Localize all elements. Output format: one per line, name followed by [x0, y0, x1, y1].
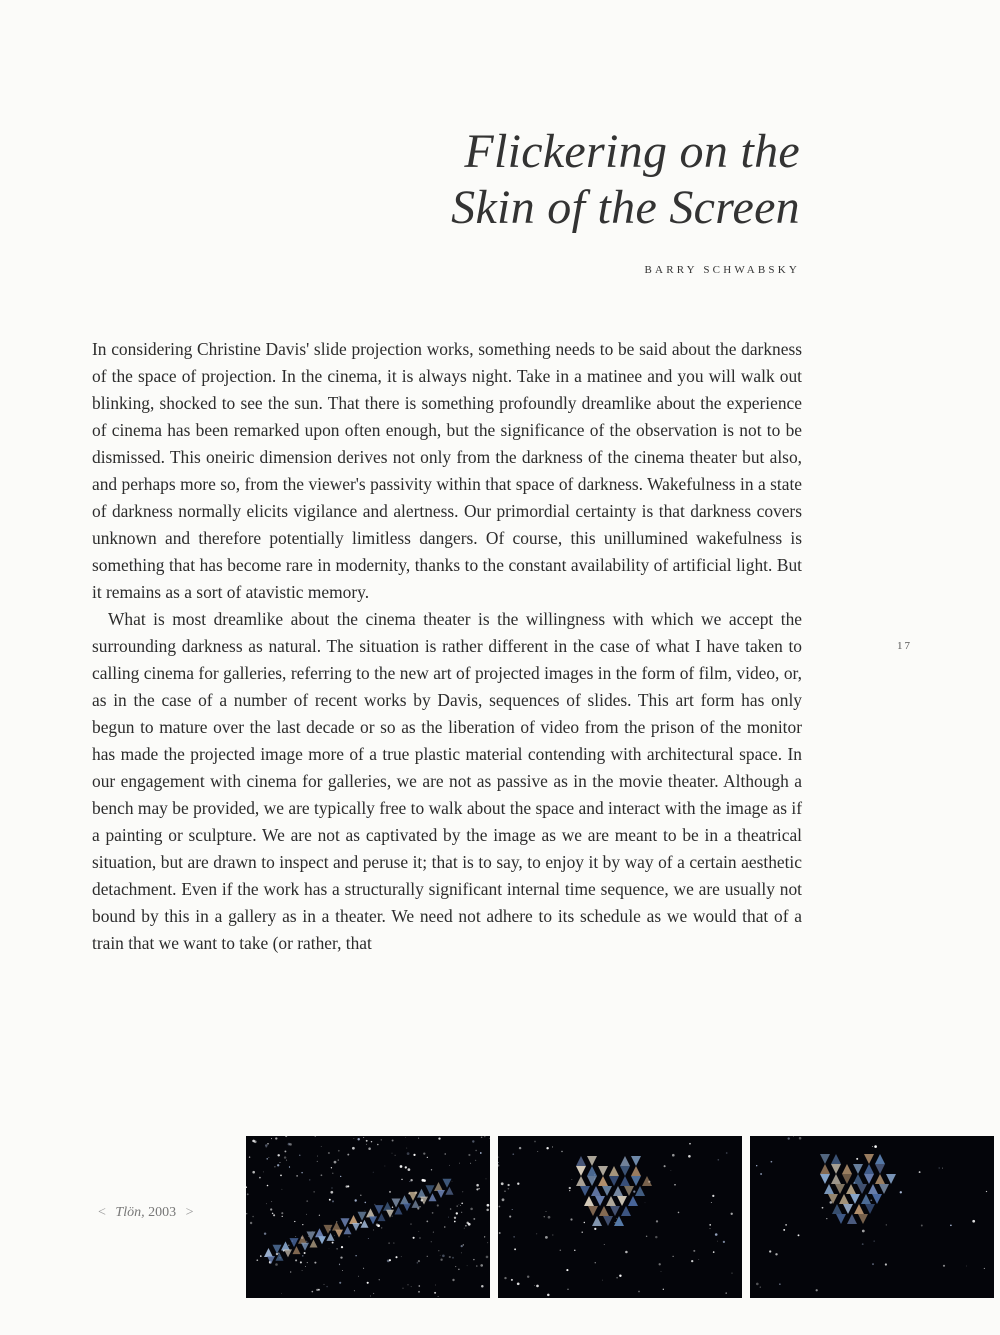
caption-close-bracket: >	[185, 1205, 194, 1220]
image-caption	[92, 1205, 200, 1221]
article-title	[200, 124, 800, 236]
title-line-2: Skin of the Screen	[451, 181, 800, 234]
page-number: 17	[897, 640, 912, 652]
caption-year: 2003	[148, 1205, 177, 1220]
caption-title: Tlön,	[115, 1205, 145, 1220]
title-line-1: Flickering on the	[464, 125, 800, 178]
author-byline: BARRY SCHWABSKY	[644, 264, 800, 276]
article-body	[92, 336, 802, 957]
paragraph-2: What is most dreamlike about the cinema theater is the willingness with which we accept the surrounding darkness as natural. The situation is rather different in the case of what I have taken to calling cinema for galleries, referring to the new art of projected images in the form of film, video, or, as in the case of a number of recent works by Davis, sequences of slides. This art form has only begun to mature over the last decade or so as the liberation of video from the prison of the monitor has made the projected image more of a true plastic material contending with architectural space. In our engagement with cinema for galleries, we are not as passive as in the movie theater. Although a bench may be provided, we are typically free to walk about the space and interact with the image as if a painting or sculpture. We are not as captivated by the image as we are meant to be in a theatrical situation, but are drawn to inspect and peruse it; that is to say, to enjoy it by way of a certain aesthetic detachment. Even if the work has a structurally significant internal time sequence, we are usually not bound by this in a gallery as in a theater. We need not adhere to its schedule as we would that of a train that we want to take (or rather, that	[92, 609, 802, 953]
artwork-image-3	[750, 1136, 994, 1298]
artwork-image-1	[246, 1136, 490, 1298]
artwork-image-2	[498, 1136, 742, 1298]
caption-open-bracket: <	[98, 1205, 106, 1220]
paragraph-1: In considering Christine Davis' slide projection works, something needs to be said about the darkness of the space of projection. In the cinema, it is always night. Take in a matinee and you will walk out blinking, shocked to see the sun. That there is something profoundly dreamlike about the experience of cinema has been remarked upon often enough, but the significance of the observation is not to be dismissed. This oneiric dimension derives not only from the darkness of the cinema theater but also, and perhaps more so, from the viewer's passivity within that space of darkness. Wakefulness in a state of darkness normally elicits vigilance and alertness. Our primordial certainty is that darkness covers unknown and therefore potentially limitless dangers. Of course, this unillumined wakefulness is something that has become rare in modernity, thanks to the constant availability of artificial light. But it remains as a sort of atavistic memory.	[92, 339, 802, 602]
